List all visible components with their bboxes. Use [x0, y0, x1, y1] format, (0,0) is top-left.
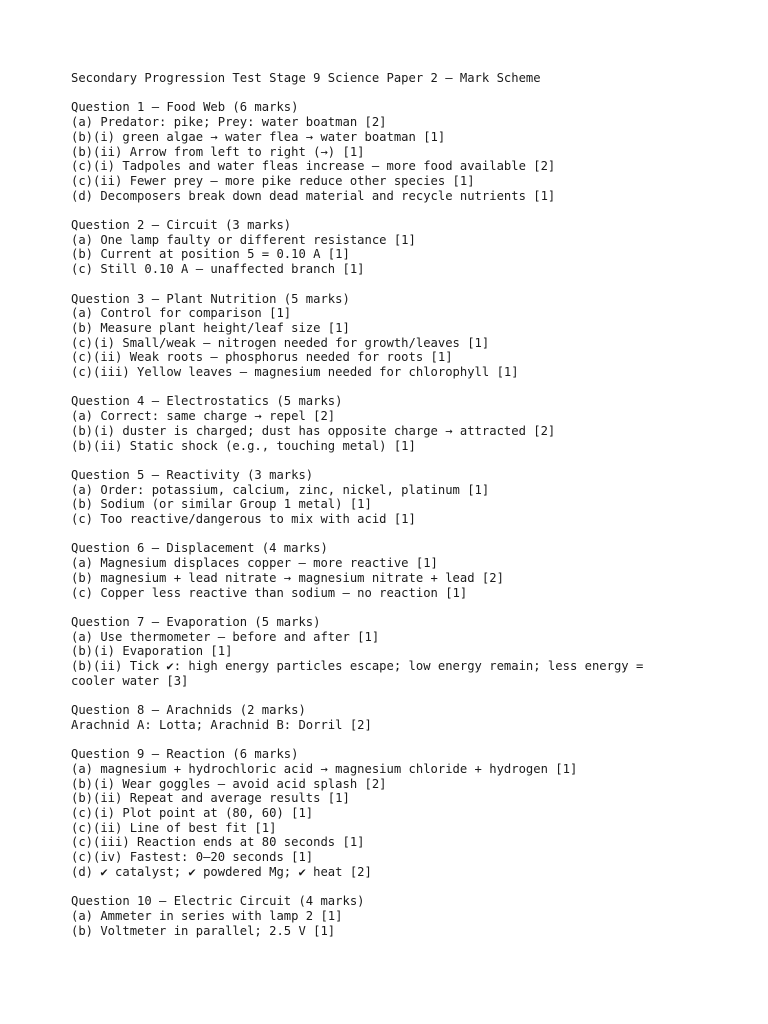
answer-line: (a) Correct: same charge → repel [2]	[71, 409, 336, 424]
answer-line: (c)(iv) Fastest: 0–20 seconds [1]	[71, 850, 314, 865]
answer-line: (c)(iii) Reaction ends at 80 seconds [1]	[71, 835, 365, 850]
answer-line: (c)(ii) Line of best fit [1]	[71, 820, 277, 835]
question-heading: Question 10 – Electric Circuit (4 marks)	[71, 894, 365, 909]
question-heading: Question 1 – Food Web (6 marks)	[71, 100, 299, 115]
question-heading: Question 9 – Reaction (6 marks)	[71, 747, 299, 762]
answer-line: (b) Voltmeter in parallel; 2.5 V [1]	[71, 923, 336, 938]
questions-list	[71, 100, 691, 938]
answer-line: (a) Order: potassium, calcium, zinc, nickel, platinum [1]	[71, 482, 490, 497]
answer-line: (d) Decomposers break down dead material and recycle nutrients [1]	[71, 188, 556, 203]
answer-line: (d) ✔ catalyst; ✔ powdered Mg; ✔ heat [2]	[71, 864, 372, 879]
answer-line: (b) Sodium (or similar Group 1 metal) [1]	[71, 497, 372, 512]
question-section-8	[71, 703, 691, 732]
answer-line: (b)(i) duster is charged; dust has opposite charge → attracted [2]	[71, 423, 556, 438]
answer-line: (c)(i) Small/weak – nitrogen needed for growth/leaves [1]	[71, 335, 490, 350]
question-section-5	[71, 468, 691, 527]
answer-line: (a) One lamp faulty or different resistance [1]	[71, 232, 416, 247]
answer-line: (a) Control for comparison [1]	[71, 306, 292, 321]
answer-line: (c) Copper less reactive than sodium – no reaction [1]	[71, 585, 468, 600]
answer-line: (a) Predator: pike; Prey: water boatman [2]	[71, 115, 387, 130]
answer-line: (b) Current at position 5 = 0.10 A [1]	[71, 247, 350, 262]
answer-line: (b)(i) green algae → water flea → water boatman [1]	[71, 129, 446, 144]
question-heading: Question 3 – Plant Nutrition (5 marks)	[71, 291, 350, 306]
question-heading: Question 8 – Arachnids (2 marks)	[71, 703, 306, 718]
answer-line: (b)(i) Evaporation [1]	[71, 644, 233, 659]
question-heading: Question 2 – Circuit (3 marks)	[71, 218, 292, 232]
answer-line: (b) Measure plant height/leaf size [1]	[71, 320, 350, 335]
answer-line: (c)(iii) Yellow leaves – magnesium needed for chlorophyll [1]	[71, 365, 519, 380]
question-section-4	[71, 394, 691, 453]
answer-line: (a) Ammeter in series with lamp 2 [1]	[71, 908, 343, 923]
question-heading: Question 5 – Reactivity (3 marks)	[71, 467, 314, 482]
answer-line: (c)(i) Tadpoles and water fleas increase – more food available [2]	[71, 159, 556, 174]
question-heading: Question 7 – Evaporation (5 marks)	[71, 614, 321, 629]
answer-line: Arachnid A: Lotta; Arachnid B: Dorril [2]	[71, 717, 372, 732]
answer-line: (b)(ii) Tick ✔: high energy particles escape; low energy remain; less energy = cooler water [3]	[71, 659, 651, 688]
mark-scheme-page	[71, 71, 691, 953]
answer-line: (c) Too reactive/dangerous to mix with acid [1]	[71, 512, 416, 527]
answer-line: (b)(ii) Static shock (e.g., touching metal) [1]	[71, 438, 416, 453]
answer-line: (c) Still 0.10 A – unaffected branch [1]	[71, 262, 365, 277]
answer-line: (c)(ii) Weak roots – phosphorus needed for roots [1]	[71, 350, 453, 365]
answer-line: (c)(i) Plot point at (80, 60) [1]	[71, 806, 314, 821]
answer-line: (b)(i) Wear goggles – avoid acid splash [2]	[71, 776, 387, 791]
question-heading: Question 6 – Displacement (4 marks)	[71, 541, 328, 556]
question-section-1	[71, 100, 691, 203]
answer-line: (c)(ii) Fewer prey – more pike reduce other species [1]	[71, 173, 475, 188]
answer-line: (a) magnesium + hydrochloric acid → magnesium chloride + hydrogen [1]	[71, 761, 578, 776]
question-section-7	[71, 615, 691, 689]
answer-line: (b)(ii) Arrow from left to right (→) [1]	[71, 144, 365, 159]
document-title: Secondary Progression Test Stage 9 Science Paper 2 – Mark Scheme	[71, 71, 541, 85]
question-section-9	[71, 747, 691, 879]
answer-line: (b) magnesium + lead nitrate → magnesium nitrate + lead [2]	[71, 570, 504, 585]
question-section-3	[71, 292, 691, 380]
answer-line: (a) Use thermometer – before and after [1]	[71, 629, 380, 644]
question-section-6	[71, 541, 691, 600]
answer-line: (b)(ii) Repeat and average results [1]	[71, 791, 350, 806]
question-heading: Question 4 – Electrostatics (5 marks)	[71, 394, 343, 409]
question-section-10	[71, 894, 691, 938]
answer-line: (a) Magnesium displaces copper – more reactive [1]	[71, 556, 438, 571]
question-section-2	[71, 218, 691, 277]
